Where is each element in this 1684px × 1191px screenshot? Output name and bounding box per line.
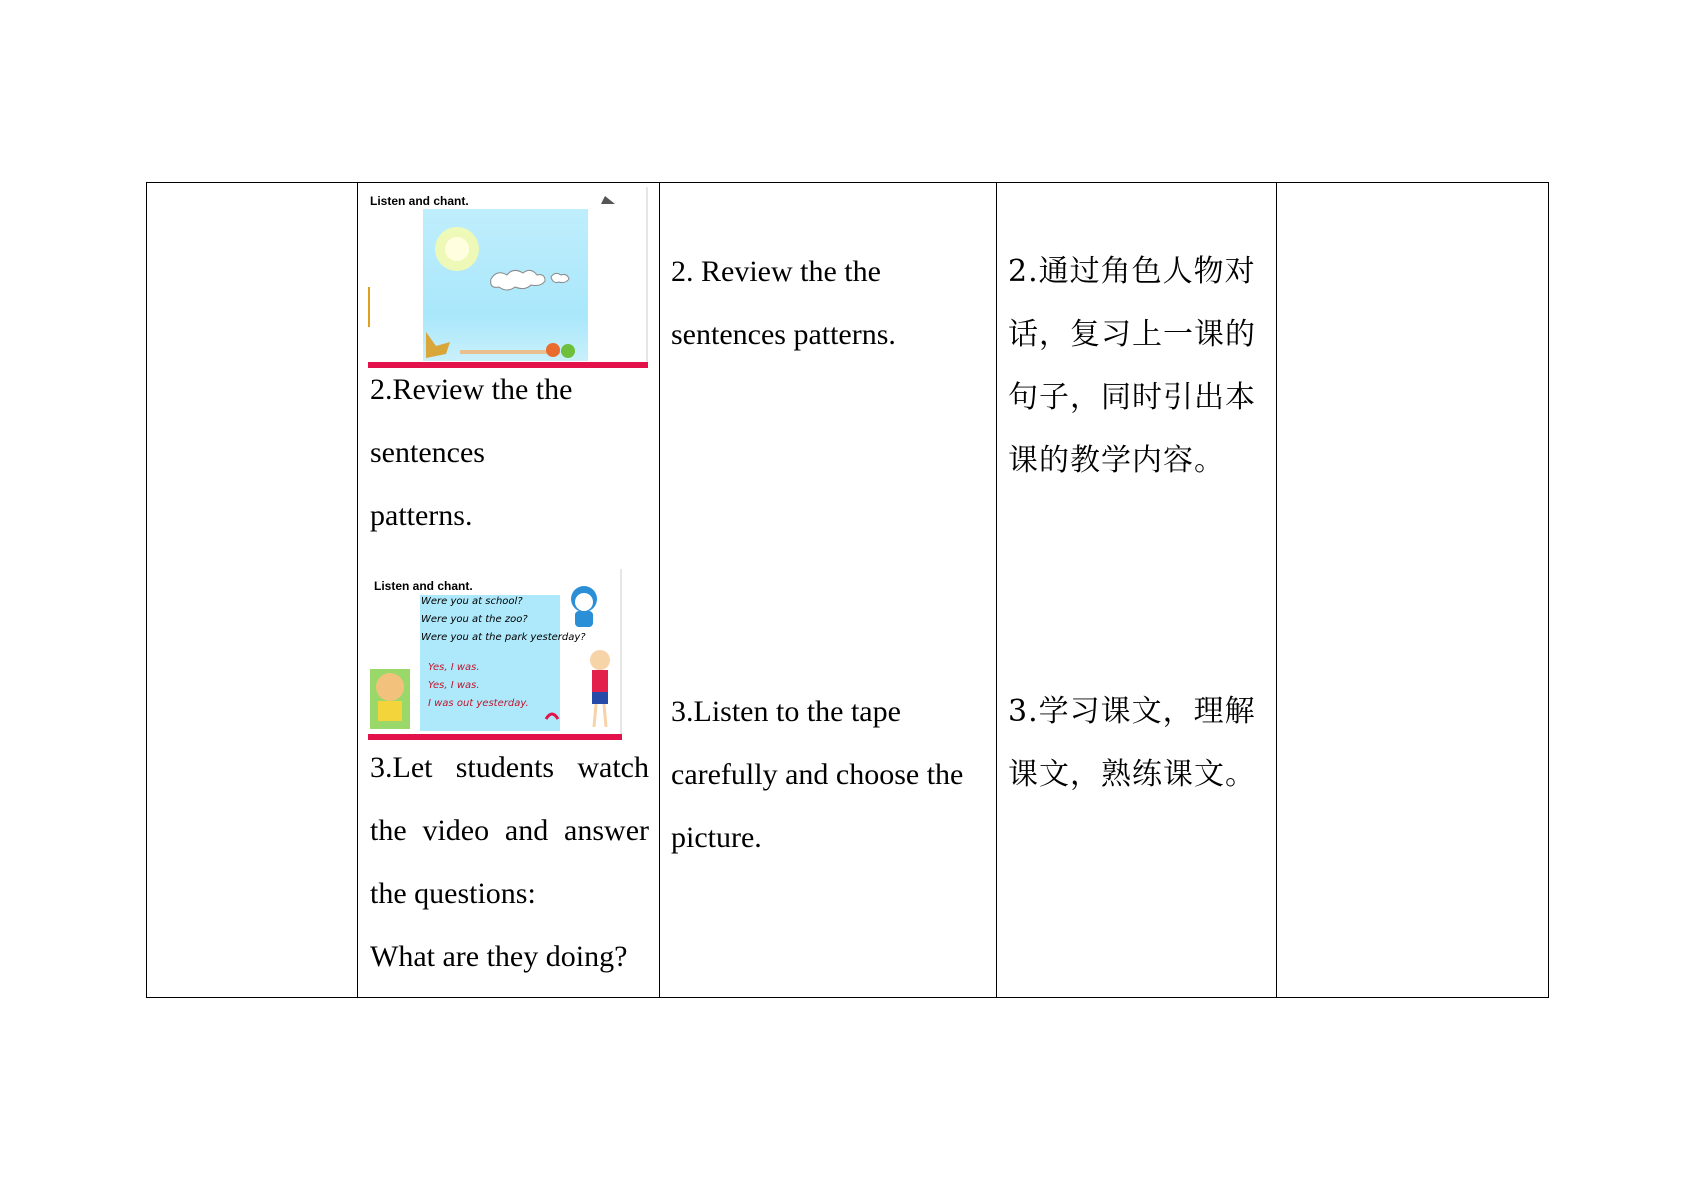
chant-answer: Yes, I was. bbox=[428, 662, 480, 673]
review-line: 2.Review the the bbox=[370, 373, 573, 406]
column-divider bbox=[357, 183, 358, 997]
purpose-line: 句子，同时引出本 bbox=[1008, 380, 1256, 415]
chant-question: Were you at the park yesterday? bbox=[421, 632, 586, 643]
watch-line: What are they doing? bbox=[370, 940, 628, 973]
activity-line: 2. Review the the bbox=[671, 255, 881, 288]
column-divider bbox=[996, 183, 997, 997]
chant-question: Were you at school? bbox=[421, 596, 523, 607]
lesson-table bbox=[146, 182, 1549, 998]
column-divider bbox=[1276, 183, 1277, 997]
purpose-line: 话，复习上一课的 bbox=[1008, 317, 1256, 352]
review-line: sentences bbox=[370, 436, 485, 469]
activity-line: 3.Listen to the tape bbox=[671, 695, 901, 728]
watch-line: 3.Let students watch bbox=[370, 751, 649, 784]
watch-line: the video and answer bbox=[370, 814, 649, 847]
purpose-line: 3.学习课文，理解 bbox=[1008, 694, 1256, 729]
chant-answer: I was out yesterday. bbox=[428, 698, 529, 709]
purpose-line: 课文，熟练课文。 bbox=[1008, 757, 1256, 792]
sun-cloud-illustration bbox=[368, 187, 648, 368]
purpose-line: 2.通过角色人物对 bbox=[1008, 254, 1256, 289]
slide-thumbnail-sun bbox=[368, 187, 648, 368]
chant-answer: Yes, I was. bbox=[428, 680, 480, 691]
column-divider bbox=[659, 183, 660, 997]
cartoon-characters bbox=[368, 569, 622, 740]
purpose-line: 课的教学内容。 bbox=[1008, 443, 1225, 478]
review-line: patterns. bbox=[370, 499, 473, 532]
activity-line: sentences patterns. bbox=[671, 318, 896, 351]
activity-line: picture. bbox=[671, 821, 762, 854]
slide-title: Listen and chant. bbox=[374, 579, 473, 593]
watch-line: the questions: bbox=[370, 877, 536, 910]
chant-question: Were you at the zoo? bbox=[421, 614, 528, 625]
activity-line: carefully and choose the bbox=[671, 758, 964, 791]
slide-thumbnail-chant bbox=[368, 569, 622, 740]
slide-title: Listen and chant. bbox=[370, 194, 469, 208]
